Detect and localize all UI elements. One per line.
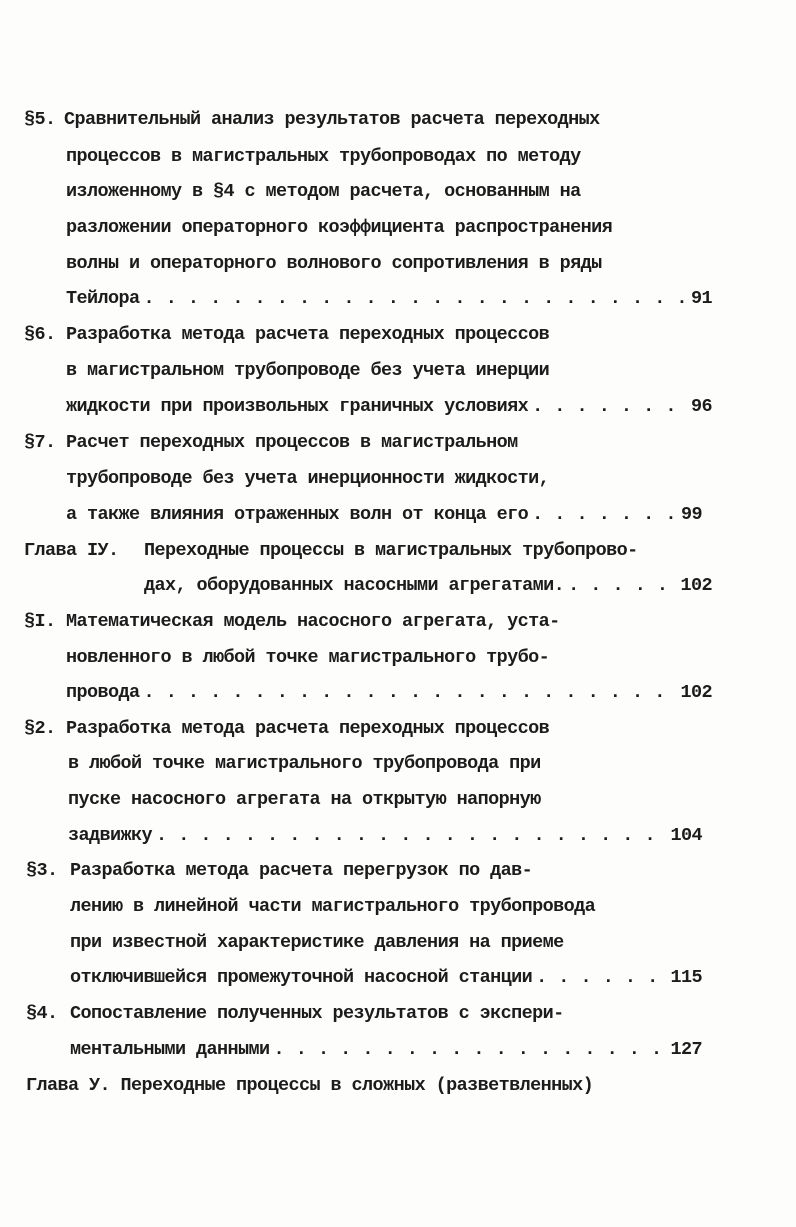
section-5-line-6: Тейлора [66, 288, 140, 309]
section-6-line-2: в магистральном трубопроводе без учета инерции [66, 360, 550, 381]
ch4-section-3-number: §3. [26, 860, 58, 881]
section-7-page: 99 [680, 504, 702, 525]
section-7-line-3: а также влияния отраженных волн от конца его [66, 504, 529, 525]
ch4-section-4-last-line [70, 1039, 702, 1061]
chapter-4-label: Глава IУ. [24, 540, 119, 561]
ch4-section-3-line-3: при известной характеристике давления на приеме [70, 932, 564, 953]
chapter-4-line-2: дах, оборудованных насосными агрегатами. [144, 575, 565, 596]
section-7-last-line [66, 504, 702, 526]
ch4-section-3-line-1: Разработка метода расчета перегрузок по дав- [70, 860, 533, 881]
dot-leader [274, 1039, 667, 1061]
section-6-line-3: жидкости при произвольных граничных условиях [66, 396, 529, 417]
section-5-last-line [66, 288, 712, 310]
ch4-section-2-line-4: задвижку [68, 825, 153, 846]
ch4-section-2-last-line [68, 825, 702, 847]
ch4-section-4-page: 127 [670, 1039, 702, 1060]
chapter-5-title: Глава У. Переходные процессы в сложных (разветвленных) [26, 1075, 594, 1096]
ch4-section-2-line-2: в любой точке магистрального трубопровода при [68, 753, 541, 774]
dot-leader [144, 288, 687, 310]
ch4-section-4-line-2: ментальными данными [70, 1039, 270, 1060]
chapter-4-last-line [144, 575, 712, 597]
section-5-line-4: разложении операторного коэффициента распространения [66, 217, 613, 238]
section-5-line-3: изложенному в §4 с методом расчета, основанным на [66, 181, 581, 202]
dot-leader [532, 396, 687, 418]
section-6-page: 96 [690, 396, 712, 417]
ch4-section-2-page: 104 [670, 825, 702, 846]
chapter-4-page: 102 [680, 575, 712, 596]
dot-leader [568, 575, 676, 597]
ch4-section-1-line-3: провода [66, 682, 140, 703]
ch4-section-3-last-line [70, 967, 702, 989]
section-6-line-1: Разработка метода расчета переходных процессов [66, 324, 550, 345]
ch4-section-2-line-3: пуске насосного агрегата на открытую напорную [68, 789, 541, 810]
section-7-line-2: трубопроводе без учета инерционности жидкости, [66, 468, 550, 489]
ch4-section-1-last-line [66, 682, 712, 704]
ch4-section-2-line-1: Разработка метода расчета переходных процессов [66, 718, 550, 739]
ch4-section-3-line-2: лению в линейной части магистрального трубопровода [70, 896, 596, 917]
section-5-line-5: волны и операторного волнового сопротивления в ряды [66, 253, 602, 274]
ch4-section-1-line-1: Математическая модель насосного агрегата, уста- [66, 611, 560, 632]
section-7-line-1: Расчет переходных процессов в магистральном [66, 432, 518, 453]
ch4-section-4-number: §4. [26, 1003, 58, 1024]
ch4-section-4-line-1: Сопоставление полученных результатов с экспери- [70, 1003, 564, 1024]
dot-leader [532, 504, 677, 526]
section-6-last-line [66, 396, 712, 418]
ch4-section-1-line-2: новленного в любой точке магистрального трубо- [66, 647, 550, 668]
dot-leader [144, 682, 677, 704]
dot-leader [536, 967, 666, 989]
dot-leader [156, 825, 666, 847]
section-5-page: 91 [690, 288, 712, 309]
chapter-4-line-1: Переходные процессы в магистральных трубопрово- [144, 540, 638, 561]
section-5-line-1: Сравнительный анализ результатов расчета переходных [64, 109, 600, 130]
ch4-section-3-line-4: отключившейся промежуточной насосной станции [70, 967, 533, 988]
ch4-section-1-page: 102 [680, 682, 712, 703]
section-5-number: §5. [24, 109, 56, 130]
section-7-number: §7. [24, 432, 56, 453]
section-5-line-2: процессов в магистральных трубопроводах по методу [66, 146, 581, 167]
ch4-section-1-number: §I. [24, 611, 56, 632]
ch4-section-2-number: §2. [24, 718, 56, 739]
section-6-number: §6. [24, 324, 56, 345]
ch4-section-3-page: 115 [670, 967, 702, 988]
